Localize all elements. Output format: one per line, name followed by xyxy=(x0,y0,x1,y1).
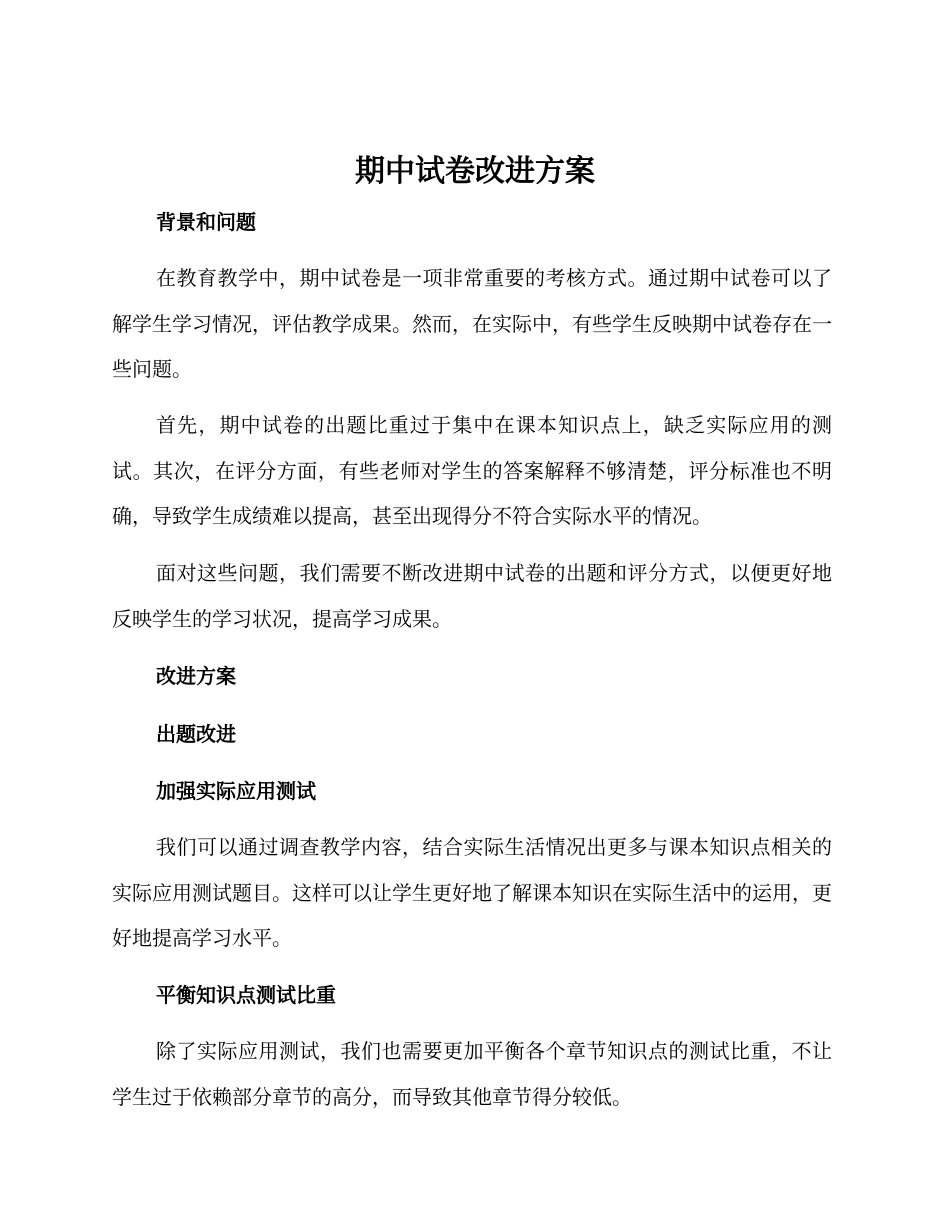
document-title: 期中试卷改进方案 xyxy=(355,154,595,189)
paragraph-background-3: 面对这些问题，我们需要不断改进期中试卷的出题和评分方式，以便更好地反映学生的学习状况，提高学习成果。 xyxy=(112,561,832,631)
section-heading-background: 背景和问题 xyxy=(156,210,256,234)
paragraph-practical-testing: 我们可以通过调查教学内容，结合实际生活情况出更多与课本知识点相关的实际应用测试题目。这样可以让学生更好地了解课本知识在实际生活中的运用，更好地提高学习水平。 xyxy=(112,835,832,950)
section-heading-balance-weight: 平衡知识点测试比重 xyxy=(156,983,336,1007)
paragraph-background-1: 在教育教学中，期中试卷是一项非常重要的考核方式。通过期中试卷可以了解学生学习情况，评估教学成果。然而，在实际中，有些学生反映期中试卷存在一些问题。 xyxy=(112,266,832,381)
section-heading-improvement-plan: 改进方案 xyxy=(156,664,236,688)
section-heading-practical-testing: 加强实际应用测试 xyxy=(156,779,316,803)
section-heading-question-improvement: 出题改进 xyxy=(156,722,236,746)
paragraph-balance-weight: 除了实际应用测试，我们也需要更加平衡各个章节知识点的测试比重，不让学生过于依赖部分章节的高分，而导致其他章节得分较低。 xyxy=(112,1039,832,1109)
paragraph-background-2: 首先，期中试卷的出题比重过于集中在课本知识点上，缺乏实际应用的测试。其次，在评分方面，有些老师对学生的答案解释不够清楚，评分标准也不明确，导致学生成绩难以提高，甚至出现得分不符合实际水平的情况。 xyxy=(112,413,832,528)
